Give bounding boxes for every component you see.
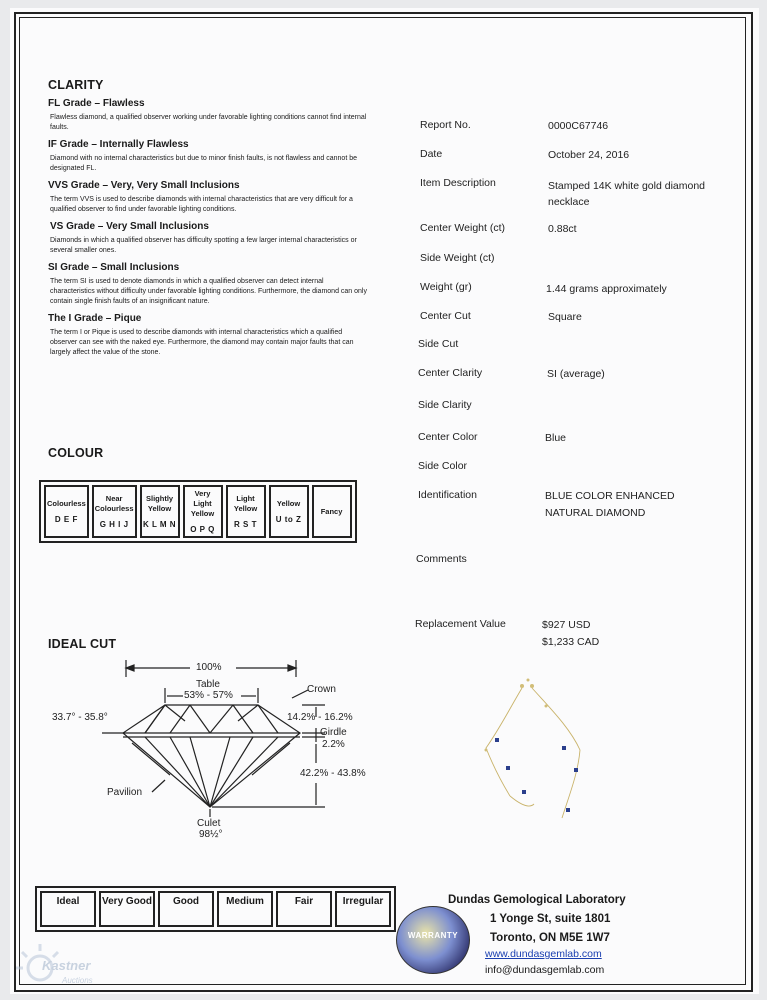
girdle-label: Girdle	[320, 727, 347, 738]
colour-cell: Slightly Yellow K L M N	[140, 485, 180, 538]
lab-email: info@dundasgemlab.com	[485, 964, 605, 976]
cut-grade-cell: Very Good	[99, 891, 155, 927]
colour-title: COLOUR	[48, 446, 104, 460]
width-percent: 100%	[196, 662, 222, 673]
replacement-value-label: Replacement Value	[415, 618, 506, 630]
cut-grade-cell: Ideal	[40, 891, 96, 927]
grade-vvs-heading: VVS Grade – Very, Very Small Inclusions	[48, 180, 240, 191]
grade-if-heading: IF Grade – Internally Flawless	[48, 139, 189, 150]
cut-grade-cell: Medium	[217, 891, 273, 927]
colour-cell: Colourless D E F	[44, 485, 89, 538]
cut-grade-cell: Fair	[276, 891, 332, 927]
identification-value-line1: BLUE COLOR ENHANCED	[545, 490, 675, 502]
lab-address-line2: Toronto, ON M5E 1W7	[490, 932, 610, 944]
ideal-cut-title: IDEAL CUT	[48, 637, 117, 651]
table-range: 53% - 57%	[184, 690, 233, 701]
necklace-photo	[470, 668, 620, 838]
cut-grade-table	[35, 886, 396, 932]
grade-fl-heading: FL Grade – Flawless	[48, 98, 145, 109]
lab-name: Dundas Gemological Laboratory	[448, 894, 626, 906]
hologram-seal-icon: WARRANTY	[396, 906, 470, 974]
replacement-usd: $927 USD	[542, 619, 591, 631]
colour-cell: Light Yellow R S T	[226, 485, 266, 538]
lab-address-line1: 1 Yonge St, suite 1801	[490, 913, 611, 925]
crown-angle: 33.7° - 35.8°	[52, 712, 108, 723]
colour-cell: Very Light Yellow O P Q	[183, 485, 223, 538]
center-weight-value: 0.88ct	[548, 223, 577, 235]
grade-i-text: The term I or Pique is used to describe diamonds with internal characteristics which a qualified observer can see with the naked eye. Furthermore, the diamond may contain major faults that can largely affect the value of the stone.	[50, 329, 354, 356]
colour-cell: Fancy	[312, 485, 352, 538]
crown-label: Crown	[307, 684, 336, 695]
replacement-cad: $1,233 CAD	[542, 636, 600, 648]
grade-vs-heading: VS Grade – Very Small Inclusions	[50, 221, 209, 232]
center-weight-label: Center Weight (ct)	[420, 222, 505, 234]
lab-website-link[interactable]: www.dundasgemlab.com	[485, 948, 602, 960]
weight-value: 1.44 grams approximately	[546, 283, 667, 295]
date-value: October 24, 2016	[548, 149, 630, 161]
table-label: Table	[196, 679, 220, 690]
center-color-label: Center Color	[418, 431, 478, 443]
cut-grade-cell: Irregular	[335, 891, 391, 927]
watermark-logo: Kastner Auctions	[12, 934, 122, 994]
side-color-label: Side Color	[418, 460, 468, 472]
report-no-value: 0000C67746	[548, 120, 609, 132]
report-no-label: Report No.	[420, 119, 471, 131]
identification-label: Identification	[418, 489, 477, 501]
grade-i-heading: The I Grade – Pique	[48, 313, 142, 324]
crown-height: 14.2% - 16.2%	[287, 712, 353, 723]
colour-cell: Near Colourless G H I J	[92, 485, 137, 538]
identification-value-line2: NATURAL DIAMOND	[545, 507, 646, 519]
pavilion-label: Pavilion	[107, 787, 143, 798]
girdle-value: 2.2%	[322, 739, 345, 750]
side-cut-label: Side Cut	[418, 338, 459, 350]
culet-label: Culet	[197, 818, 221, 829]
grade-fl-text: Flawless diamond, a qualified observer working under favorable lighting conditions cannot find internal faults.	[50, 114, 367, 131]
grade-if-text: Diamond with no internal characteristics but due to minor finish faults, is not flawless and cannot be designated FL.	[50, 155, 357, 172]
grade-si-heading: SI Grade – Small Inclusions	[48, 262, 180, 273]
center-clarity-label: Center Clarity	[418, 367, 483, 379]
side-weight-label: Side Weight (ct)	[420, 252, 495, 264]
colour-cell: Yellow U to Z	[269, 485, 309, 538]
cut-grade-cell: Good	[158, 891, 214, 927]
weight-label: Weight (gr)	[420, 281, 472, 293]
center-clarity-value: SI (average)	[547, 368, 605, 380]
grade-vs-text: Diamonds in which a qualified observer has difficulty spotting a few larger internal characteristics or several smaller ones.	[50, 237, 357, 254]
culet-value: 98½°	[199, 829, 223, 840]
date-label: Date	[420, 148, 443, 160]
item-description-value: Stamped 14K white gold diamond necklace	[548, 180, 706, 208]
item-description-label: Item Description	[420, 177, 496, 189]
pavilion-depth: 42.2% - 43.8%	[300, 768, 366, 779]
center-cut-value: Square	[548, 311, 582, 323]
center-cut-label: Center Cut	[420, 310, 471, 322]
grade-vvs-text: The term VVS is used to describe diamonds with internal characteristics that are very difficult for a qualified observer to find under favorable lighting conditions.	[50, 196, 353, 213]
clarity-title: CLARITY	[48, 78, 104, 92]
grade-si-text: The term SI is used to denote diamonds in which a qualified observer can detect internal characteristics without difficulty under favorable lighting conditions. Furthermore, the diamond can only contain single finish faults of an insignificant nature.	[50, 278, 367, 305]
colour-scale-table	[39, 480, 357, 543]
comments-label: Comments	[416, 553, 467, 565]
center-color-value: Blue	[545, 432, 567, 444]
side-clarity-label: Side Clarity	[418, 399, 472, 411]
